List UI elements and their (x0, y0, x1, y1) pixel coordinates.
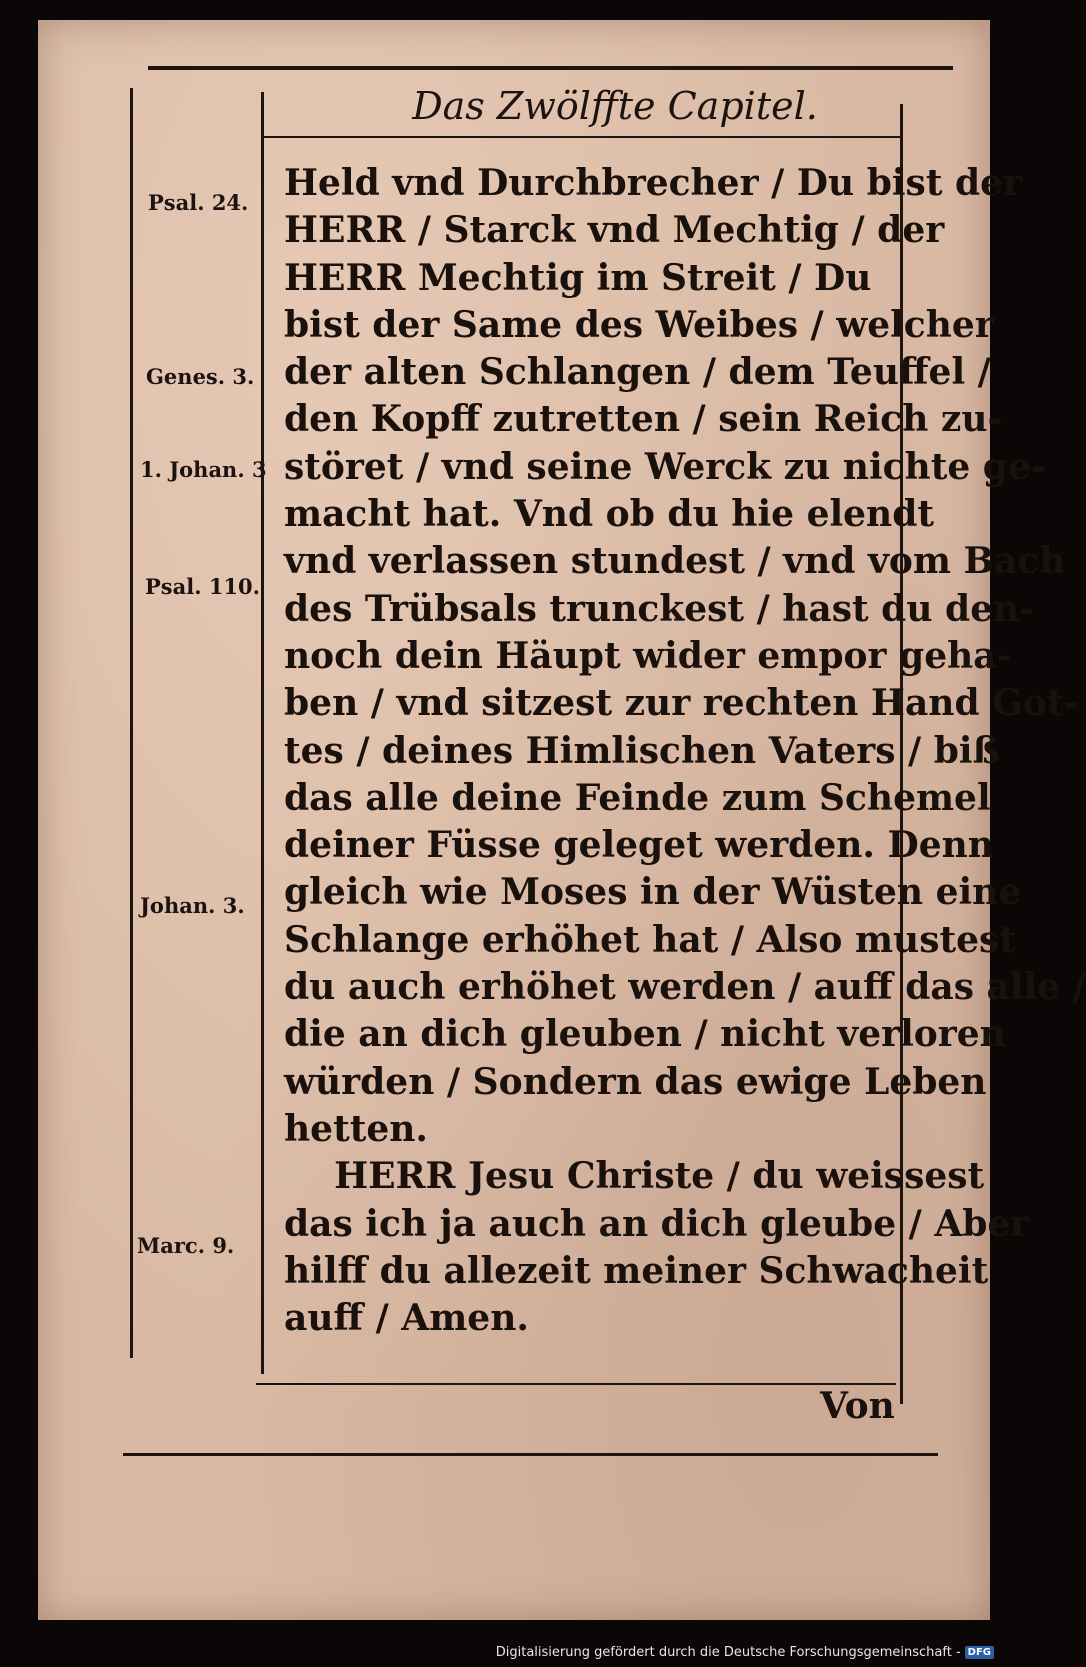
text-line: das ich ja auch an dich gleube / Aber (284, 1202, 1030, 1245)
body-text (284, 160, 1086, 1342)
text-line: das alle deine Feinde zum Schemel (284, 776, 991, 819)
text-line: gleich wie Moses in der Wüsten eine (284, 871, 1022, 914)
text-bottom-rule (256, 1383, 896, 1385)
top-rule (148, 66, 953, 70)
text-line: ben / vnd sitzest zur rechten Hand Got- (284, 682, 1079, 725)
text-line: hilff du allezeit meiner Schwacheit (284, 1249, 989, 1292)
text-line: vnd verlassen stundest / vnd vom Bach (284, 540, 1066, 583)
text-line: HERR Jesu Christe / du weissest (284, 1155, 985, 1198)
catchword: Von (820, 1385, 895, 1427)
text-line: HERR Mechtig im Streit / Du (284, 256, 872, 299)
text-line: HERR / Starck vnd Mechtig / der (284, 209, 945, 252)
text-line: noch dein Häupt wider empor geha- (284, 634, 1012, 677)
text-line: hetten. (284, 1107, 428, 1150)
text-line: würden / Sondern das ewige Leben (284, 1060, 987, 1103)
text-line: deiner Füsse geleget werden. Denn (284, 824, 994, 867)
chapter-header: Das Zwölffte Capitel. (412, 84, 818, 128)
margin-note: Johan. 3. (140, 893, 245, 918)
header-rule (263, 136, 903, 138)
text-line: Held vnd Durchbrecher / Du bist der (284, 162, 1023, 204)
text-line: macht hat. Vnd ob du hie elendt (284, 493, 935, 536)
text-line: bist der Same des Weibes / welcher (284, 303, 994, 346)
margin-rule-inner (261, 92, 264, 1374)
text-line: tes / deines Himlischen Vaters / biß (284, 729, 1000, 772)
text-line: du auch erhöhet werden / auff das alle / (284, 966, 1086, 1009)
margin-note: 1. Johan. 3 (140, 457, 267, 482)
margin-note: Psal. 110. (145, 574, 260, 599)
bottom-rule (123, 1453, 938, 1456)
digitization-footer (496, 1641, 994, 1663)
text-line: der alten Schlangen / dem Teuffel / (284, 351, 991, 394)
text-line: störet / vnd seine Werck zu nichte ge- (284, 445, 1046, 488)
margin-note: Marc. 9. (137, 1233, 235, 1258)
text-line: Schlange erhöhet hat / Also mustest (284, 918, 1016, 961)
margin-note: Psal. 24. (148, 190, 249, 215)
text-line: des Trübsals trunckest / hast du den- (284, 587, 1035, 630)
footer-credit: Digitalisierung gefördert durch die Deutsche Forschungsgemeinschaft - (495, 1644, 961, 1660)
text-line: auff / Amen. (284, 1297, 529, 1340)
margin-rule-outer (130, 88, 133, 1358)
dfg-logo[interactable]: DFG (965, 1646, 994, 1659)
margin-note: Genes. 3. (146, 364, 255, 389)
text-line: die an dich gleuben / nicht verloren (284, 1013, 1006, 1056)
text-line: den Kopff zutretten / sein Reich zu- (284, 398, 1003, 441)
